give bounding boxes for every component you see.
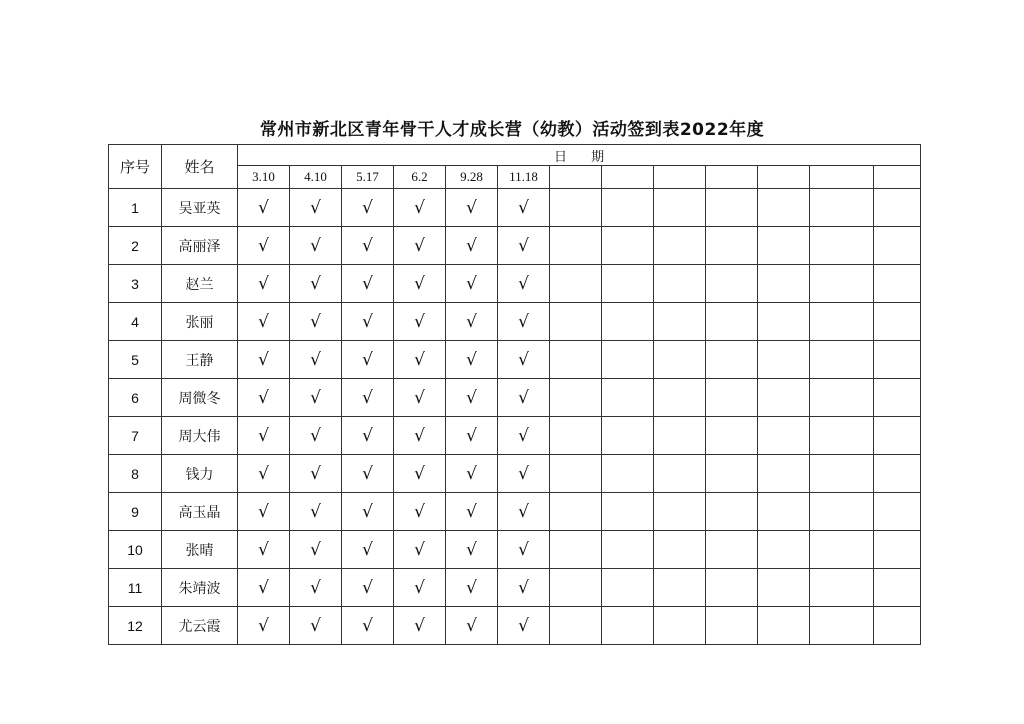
attendance-cell: [654, 341, 706, 379]
attendance-cell: [706, 227, 758, 265]
attendance-cell: [706, 531, 758, 569]
attendance-cell: √: [394, 341, 446, 379]
row-name: 尤云霞: [162, 607, 238, 645]
attendance-cell: [602, 227, 654, 265]
attendance-cell: √: [238, 227, 290, 265]
attendance-cell: [810, 569, 874, 607]
attendance-cell: [706, 265, 758, 303]
attendance-cell: √: [290, 455, 342, 493]
attendance-cell: [706, 189, 758, 227]
attendance-cell: √: [394, 189, 446, 227]
attendance-cell: [654, 455, 706, 493]
attendance-cell: √: [498, 379, 550, 417]
date-header-cell: [810, 166, 874, 189]
attendance-cell: [874, 189, 921, 227]
attendance-cell: √: [446, 189, 498, 227]
attendance-cell: √: [394, 265, 446, 303]
attendance-cell: [874, 493, 921, 531]
attendance-cell: [810, 303, 874, 341]
attendance-cell: [810, 417, 874, 455]
row-name: 王静: [162, 341, 238, 379]
attendance-cell: [810, 227, 874, 265]
attendance-cell: √: [446, 569, 498, 607]
header-seq: 序号: [109, 145, 162, 189]
row-seq: 7: [109, 417, 162, 455]
attendance-cell: [810, 531, 874, 569]
attendance-cell: [602, 607, 654, 645]
attendance-cell: √: [446, 493, 498, 531]
attendance-cell: √: [238, 607, 290, 645]
attendance-cell: [654, 607, 706, 645]
attendance-cell: [550, 227, 602, 265]
attendance-cell: √: [290, 227, 342, 265]
attendance-cell: [602, 189, 654, 227]
attendance-cell: √: [498, 341, 550, 379]
attendance-cell: √: [394, 455, 446, 493]
table-row: [109, 341, 921, 379]
attendance-cell: [602, 531, 654, 569]
attendance-cell: [758, 531, 810, 569]
attendance-cell: [706, 493, 758, 531]
date-header-cell: 5.17: [342, 166, 394, 189]
table-row: [109, 227, 921, 265]
attendance-cell: [706, 379, 758, 417]
attendance-cell: √: [394, 569, 446, 607]
attendance-cell: [706, 607, 758, 645]
attendance-cell: √: [446, 417, 498, 455]
attendance-cell: [874, 531, 921, 569]
row-name: 钱力: [162, 455, 238, 493]
table-row: [109, 493, 921, 531]
row-seq: 1: [109, 189, 162, 227]
attendance-cell: [602, 379, 654, 417]
attendance-cell: [758, 493, 810, 531]
table-row: [109, 531, 921, 569]
attendance-cell: √: [342, 455, 394, 493]
row-seq: 9: [109, 493, 162, 531]
attendance-cell: √: [342, 227, 394, 265]
attendance-cell: √: [498, 303, 550, 341]
attendance-cell: √: [238, 493, 290, 531]
attendance-cell: [874, 417, 921, 455]
sign-in-table: [108, 144, 921, 645]
attendance-cell: √: [446, 455, 498, 493]
date-header-cell: [602, 166, 654, 189]
attendance-cell: √: [446, 341, 498, 379]
date-header-cell: 9.28: [446, 166, 498, 189]
row-seq: 3: [109, 265, 162, 303]
attendance-cell: [602, 455, 654, 493]
row-seq: 12: [109, 607, 162, 645]
row-name: 吴亚英: [162, 189, 238, 227]
attendance-cell: √: [446, 227, 498, 265]
attendance-cell: √: [290, 607, 342, 645]
attendance-cell: [758, 227, 810, 265]
attendance-cell: [810, 379, 874, 417]
row-seq: 6: [109, 379, 162, 417]
attendance-cell: √: [498, 417, 550, 455]
attendance-cell: √: [446, 265, 498, 303]
attendance-cell: [874, 341, 921, 379]
attendance-cell: √: [342, 569, 394, 607]
row-name: 高丽泽: [162, 227, 238, 265]
date-header-cell: [706, 166, 758, 189]
attendance-cell: √: [238, 455, 290, 493]
attendance-cell: √: [342, 265, 394, 303]
date-header-cell: 11.18: [498, 166, 550, 189]
date-header-cell: [654, 166, 706, 189]
attendance-cell: [706, 569, 758, 607]
attendance-cell: √: [394, 227, 446, 265]
page-title: 常州市新北区青年骨干人才成长营（幼教）活动签到表2022年度: [259, 120, 765, 140]
attendance-cell: [758, 569, 810, 607]
attendance-cell: √: [394, 607, 446, 645]
attendance-cell: [874, 569, 921, 607]
date-header-cell: [874, 166, 921, 189]
row-name: 张晴: [162, 531, 238, 569]
attendance-cell: √: [238, 531, 290, 569]
attendance-cell: √: [238, 379, 290, 417]
attendance-cell: √: [290, 341, 342, 379]
row-seq: 2: [109, 227, 162, 265]
attendance-cell: [654, 417, 706, 455]
row-seq: 10: [109, 531, 162, 569]
attendance-cell: √: [498, 265, 550, 303]
attendance-cell: [874, 455, 921, 493]
attendance-cell: [874, 265, 921, 303]
attendance-cell: [550, 303, 602, 341]
attendance-cell: [706, 417, 758, 455]
attendance-cell: √: [342, 379, 394, 417]
table-row: [109, 455, 921, 493]
row-name: 朱靖波: [162, 569, 238, 607]
attendance-cell: [602, 265, 654, 303]
attendance-cell: √: [394, 303, 446, 341]
attendance-cell: √: [290, 417, 342, 455]
attendance-cell: [602, 569, 654, 607]
attendance-cell: √: [498, 189, 550, 227]
row-name: 周微冬: [162, 379, 238, 417]
attendance-cell: [810, 455, 874, 493]
attendance-cell: [602, 303, 654, 341]
row-name: 赵兰: [162, 265, 238, 303]
attendance-cell: √: [394, 531, 446, 569]
attendance-cell: [706, 455, 758, 493]
attendance-cell: [706, 341, 758, 379]
attendance-cell: [810, 265, 874, 303]
attendance-cell: [654, 227, 706, 265]
attendance-cell: [758, 341, 810, 379]
attendance-cell: [654, 569, 706, 607]
attendance-cell: √: [498, 569, 550, 607]
row-name: 周大伟: [162, 417, 238, 455]
attendance-cell: [758, 189, 810, 227]
attendance-cell: √: [446, 379, 498, 417]
attendance-cell: [874, 607, 921, 645]
attendance-cell: [810, 189, 874, 227]
attendance-cell: [550, 569, 602, 607]
attendance-cell: √: [238, 303, 290, 341]
table-row: [109, 569, 921, 607]
attendance-cell: √: [290, 303, 342, 341]
attendance-cell: [654, 265, 706, 303]
attendance-cell: √: [290, 379, 342, 417]
attendance-cell: √: [342, 607, 394, 645]
attendance-cell: [706, 303, 758, 341]
attendance-cell: √: [394, 417, 446, 455]
attendance-cell: √: [342, 303, 394, 341]
attendance-cell: √: [290, 189, 342, 227]
attendance-cell: [550, 493, 602, 531]
attendance-cell: √: [238, 569, 290, 607]
attendance-cell: √: [342, 493, 394, 531]
attendance-cell: [758, 379, 810, 417]
attendance-cell: √: [290, 531, 342, 569]
attendance-cell: [758, 417, 810, 455]
attendance-cell: √: [446, 303, 498, 341]
attendance-cell: √: [238, 417, 290, 455]
date-header-cell: 6.2: [394, 166, 446, 189]
attendance-cell: [874, 379, 921, 417]
row-seq: 5: [109, 341, 162, 379]
date-header-cell: [758, 166, 810, 189]
attendance-cell: √: [498, 227, 550, 265]
attendance-cell: [654, 189, 706, 227]
attendance-cell: √: [498, 607, 550, 645]
attendance-cell: [550, 341, 602, 379]
attendance-cell: √: [498, 493, 550, 531]
attendance-cell: √: [394, 493, 446, 531]
attendance-cell: [758, 607, 810, 645]
attendance-cell: [758, 455, 810, 493]
attendance-cell: √: [394, 379, 446, 417]
attendance-cell: [550, 265, 602, 303]
row-seq: 4: [109, 303, 162, 341]
row-name: 张丽: [162, 303, 238, 341]
attendance-cell: [602, 417, 654, 455]
attendance-cell: [654, 531, 706, 569]
table-row: [109, 379, 921, 417]
attendance-cell: [654, 379, 706, 417]
attendance-cell: √: [238, 189, 290, 227]
row-seq: 8: [109, 455, 162, 493]
attendance-cell: √: [290, 493, 342, 531]
table-row: [109, 303, 921, 341]
attendance-cell: [758, 265, 810, 303]
attendance-cell: √: [238, 265, 290, 303]
attendance-cell: [550, 189, 602, 227]
row-seq: 11: [109, 569, 162, 607]
row-name: 高玉晶: [162, 493, 238, 531]
date-header-cell: [550, 166, 602, 189]
attendance-cell: √: [446, 607, 498, 645]
attendance-cell: [810, 607, 874, 645]
header-row-top: [109, 145, 921, 166]
attendance-cell: [810, 341, 874, 379]
attendance-cell: [550, 417, 602, 455]
attendance-cell: [758, 303, 810, 341]
attendance-cell: √: [446, 531, 498, 569]
table-row: [109, 189, 921, 227]
attendance-cell: √: [342, 531, 394, 569]
attendance-cell: [654, 303, 706, 341]
attendance-cell: [550, 455, 602, 493]
date-header-cell: 4.10: [290, 166, 342, 189]
table-row: [109, 265, 921, 303]
attendance-cell: [602, 493, 654, 531]
date-header-cell: 3.10: [238, 166, 290, 189]
attendance-cell: [654, 493, 706, 531]
table-row: [109, 607, 921, 645]
header-name: 姓名: [162, 145, 238, 189]
attendance-cell: [810, 493, 874, 531]
attendance-cell: √: [342, 341, 394, 379]
attendance-cell: √: [498, 531, 550, 569]
attendance-cell: [602, 341, 654, 379]
attendance-cell: √: [342, 189, 394, 227]
attendance-cell: [874, 303, 921, 341]
header-period: 日 期: [238, 145, 921, 166]
attendance-cell: [550, 607, 602, 645]
attendance-cell: [874, 227, 921, 265]
attendance-cell: √: [498, 455, 550, 493]
attendance-cell: √: [238, 341, 290, 379]
table-row: [109, 417, 921, 455]
attendance-cell: [550, 531, 602, 569]
attendance-cell: √: [290, 265, 342, 303]
attendance-cell: √: [290, 569, 342, 607]
attendance-cell: √: [342, 417, 394, 455]
attendance-cell: [550, 379, 602, 417]
